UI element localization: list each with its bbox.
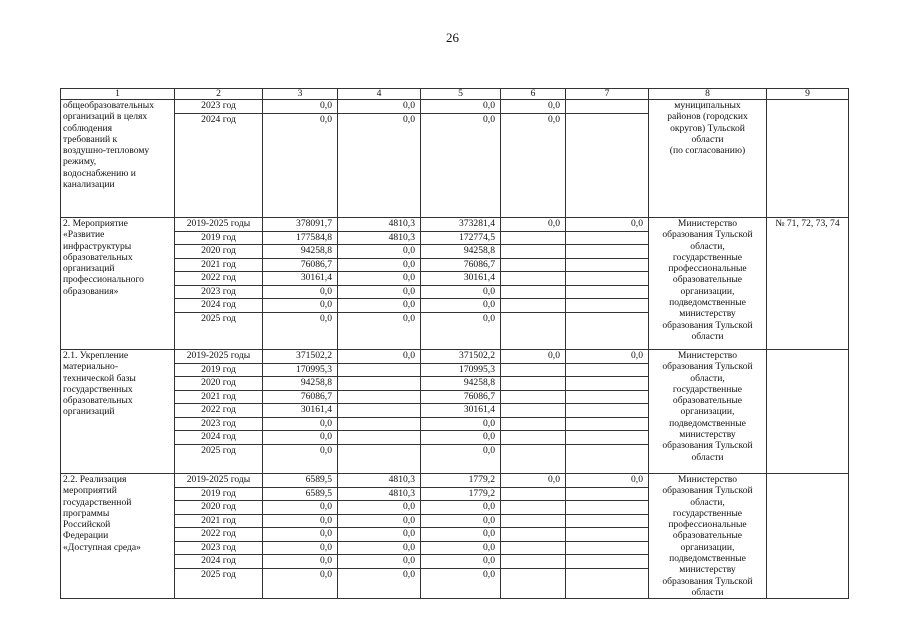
executor-line: образования Тульской <box>662 440 753 452</box>
period-list <box>175 350 263 474</box>
measure-name-line: инфраструктуры <box>63 240 132 252</box>
executor-line: образования Тульской <box>662 485 753 497</box>
local-list-inner <box>501 474 565 581</box>
executor-line: области <box>691 451 724 463</box>
executor-line: образовательные <box>672 274 743 286</box>
period-list-inner <box>175 100 262 126</box>
period-value: 2019 год <box>175 232 262 246</box>
amount-value <box>501 431 565 445</box>
amount-value: 0,0 <box>338 542 420 556</box>
amount-value: 0,0 <box>421 515 500 529</box>
total-list-inner <box>263 474 337 581</box>
federal-list-inner <box>338 218 420 325</box>
amount-value: 0,0 <box>421 501 500 515</box>
amount-value: 0,0 <box>566 350 648 364</box>
measure-name-line: «Развитие <box>63 229 105 241</box>
amount-value <box>501 528 565 542</box>
amount-value <box>566 299 648 313</box>
executor-line: Министерство <box>677 218 738 229</box>
amount-value: 0,0 <box>320 444 332 456</box>
measure-name-line: образовательных <box>63 251 133 263</box>
period-list <box>175 474 263 599</box>
amount-value <box>501 488 565 502</box>
executor-line: образования Тульской <box>662 229 753 241</box>
amount-value <box>566 286 648 300</box>
measure-name-line: технической базы <box>63 372 136 384</box>
amount-value: 94258,8 <box>263 245 337 259</box>
period-value: 2023 год <box>175 418 262 432</box>
measure-name-line: государственных <box>63 383 133 395</box>
amount-value: 0,0 <box>263 286 337 300</box>
measure-name-line: Федерации <box>63 530 109 542</box>
amount-value: 0,0 <box>421 528 500 542</box>
executor-line: подведомственные <box>669 297 746 309</box>
executor-line: образования Тульской <box>662 575 753 587</box>
executor-line: организации, <box>680 285 735 297</box>
amount-value: 373281,4 <box>421 218 500 232</box>
amount-value: 0,0 <box>320 568 332 580</box>
period-value: 2019-2025 годы <box>175 218 262 232</box>
measure-name-line: общеобразовательных <box>63 100 154 111</box>
federal-list <box>338 100 421 218</box>
executor-cell <box>649 218 767 350</box>
amount-value <box>566 445 648 458</box>
amount-value <box>566 259 648 273</box>
section-row <box>61 218 849 350</box>
amount-value: 0,0 <box>403 312 415 324</box>
column-header-5: 5 <box>421 89 501 100</box>
amount-value <box>501 515 565 529</box>
indicator-cell <box>767 474 849 599</box>
amount-value: 0,0 <box>566 218 648 232</box>
amount-value: 4810,3 <box>338 488 420 502</box>
amount-value <box>501 286 565 300</box>
regional-list-inner <box>421 100 500 126</box>
amount-value: 94258,8 <box>263 377 337 391</box>
column-header-8: 8 <box>649 89 767 100</box>
period-value: 2019-2025 годы <box>175 474 262 488</box>
amount-value <box>501 501 565 515</box>
column-header-7: 7 <box>566 89 649 100</box>
amount-value: 0,0 <box>263 418 337 432</box>
executor-line: Министерство <box>677 350 738 361</box>
executor-line: государственные <box>672 251 743 263</box>
amount-value: 0,0 <box>483 113 495 125</box>
amount-value: 0,0 <box>421 431 500 445</box>
amount-value <box>338 445 420 458</box>
local-list <box>501 350 566 474</box>
executor-line: министерству <box>679 429 736 441</box>
executor-cell <box>649 100 767 218</box>
program-table <box>60 88 849 599</box>
amount-value: 4810,3 <box>338 232 420 246</box>
executor-line: образовательные <box>672 530 743 542</box>
executor-line: муниципальных <box>674 100 741 111</box>
executor-line: образования Тульской <box>662 319 753 331</box>
amount-value <box>566 528 648 542</box>
amount-value: 0,0 <box>483 568 495 580</box>
executor-line: области, <box>690 372 725 384</box>
federal-list <box>338 474 421 599</box>
amount-value: 76086,7 <box>263 391 337 405</box>
column-header-4: 4 <box>338 89 421 100</box>
period-value: 2020 год <box>175 245 262 259</box>
amount-value: 0,0 <box>421 555 500 569</box>
header-row <box>61 89 849 100</box>
measure-name-line: 2.2. Реализация <box>63 474 127 485</box>
local-list <box>501 100 566 218</box>
amount-value: 170995,3 <box>263 364 337 378</box>
period-value: 2019-2025 годы <box>175 350 262 364</box>
column-header-6: 6 <box>501 89 566 100</box>
measure-name-cell <box>61 218 175 350</box>
executor-line: округов) Тульской <box>670 122 745 134</box>
extra-list <box>566 350 649 474</box>
period-value: 2019 год <box>175 364 262 378</box>
section-row <box>61 100 849 218</box>
amount-value: 371502,2 <box>263 350 337 364</box>
amount-value <box>566 391 648 405</box>
executor-line: организации, <box>680 406 735 418</box>
executor-line: министерству <box>679 564 736 576</box>
amount-value: 177584,8 <box>263 232 337 246</box>
column-header-2: 2 <box>175 89 263 100</box>
regional-list-inner <box>421 350 500 457</box>
measure-name-line: режиму, <box>63 156 97 168</box>
amount-value <box>566 431 648 445</box>
amount-value <box>338 418 420 432</box>
amount-value <box>501 391 565 405</box>
column-header-9: 9 <box>767 89 849 100</box>
period-value: 2019 год <box>175 488 262 502</box>
period-list-inner <box>175 218 262 325</box>
local-list-inner <box>501 100 565 126</box>
executor-line: государственные <box>672 507 743 519</box>
executor-line: области <box>691 330 724 342</box>
measure-name-line: требований к <box>63 133 118 145</box>
amount-value <box>338 364 420 378</box>
amount-value: 0,0 <box>263 299 337 313</box>
amount-value <box>501 555 565 569</box>
regional-list <box>421 218 501 350</box>
executor-line: образовательные <box>672 395 743 407</box>
measure-name-line: программы <box>63 507 110 519</box>
amount-value <box>501 569 565 582</box>
total-list <box>263 474 338 599</box>
period-value: 2020 год <box>175 377 262 391</box>
extra-list-inner <box>566 218 648 325</box>
period-list-inner <box>175 474 262 581</box>
federal-list-inner <box>338 100 420 126</box>
amount-value: 0,0 <box>338 528 420 542</box>
amount-value <box>501 245 565 259</box>
amount-value: 0,0 <box>263 501 337 515</box>
period-value: 2022 год <box>175 528 262 542</box>
total-list-inner <box>263 218 337 325</box>
amount-value <box>566 569 648 582</box>
measure-name-line: соблюдения <box>63 122 112 134</box>
amount-value <box>501 299 565 313</box>
amount-value <box>566 404 648 418</box>
period-value: 2021 год <box>175 259 262 273</box>
amount-value: 0,0 <box>263 100 337 114</box>
amount-value <box>501 232 565 246</box>
amount-value: 0,0 <box>403 568 415 580</box>
period-value: 2025 год <box>201 568 236 580</box>
amount-value: 0,0 <box>338 350 420 364</box>
executor-cell <box>649 350 767 474</box>
executor-line: организации, <box>680 541 735 553</box>
measure-name-line: канализации <box>63 179 115 191</box>
amount-value <box>566 515 648 529</box>
regional-list-inner <box>421 474 500 581</box>
executor-line: профессиональные <box>668 519 747 531</box>
amount-value <box>501 364 565 378</box>
executor-line: области <box>691 133 724 145</box>
measure-name-line: водоснабжению и <box>63 167 136 179</box>
measure-name-line: образовательных <box>63 395 133 407</box>
amount-value: 172774,5 <box>421 232 500 246</box>
amount-value: 0,0 <box>483 312 495 324</box>
period-list-inner <box>175 350 262 457</box>
amount-value <box>566 245 648 259</box>
amount-value <box>501 418 565 432</box>
indicator-cell: № 71, 72, 73, 74 <box>767 218 849 350</box>
executor-line: образования Тульской <box>662 361 753 373</box>
amount-value: 0,0 <box>421 299 500 313</box>
amount-value <box>566 418 648 432</box>
measure-name-cell <box>61 474 175 599</box>
amount-value: 0,0 <box>501 100 565 114</box>
local-list-inner <box>501 350 565 457</box>
amount-value <box>501 259 565 273</box>
column-header-3: 3 <box>263 89 338 100</box>
section-row <box>61 474 849 599</box>
amount-value: 0,0 <box>338 299 420 313</box>
amount-value <box>501 542 565 556</box>
executor-line: министерству <box>679 308 736 320</box>
amount-value: 0,0 <box>263 431 337 445</box>
amount-value: 0,0 <box>338 286 420 300</box>
period-list <box>175 100 263 218</box>
amount-value: 30161,4 <box>421 272 500 286</box>
total-list-inner <box>263 350 337 457</box>
amount-value: 0,0 <box>263 542 337 556</box>
amount-value: 0,0 <box>548 113 560 125</box>
measure-name-cell <box>61 350 175 474</box>
amount-value <box>566 542 648 556</box>
executor-line: государственные <box>672 383 743 395</box>
amount-value: 0,0 <box>501 218 565 232</box>
executor-line: районов (городских <box>667 111 748 123</box>
amount-value: 0,0 <box>421 286 500 300</box>
amount-value: 0,0 <box>263 555 337 569</box>
extra-list-inner <box>566 474 648 581</box>
amount-value: 6589,5 <box>263 488 337 502</box>
period-value: 2023 год <box>175 100 262 114</box>
section-row <box>61 350 849 474</box>
measure-name-line: 2. Мероприятие <box>63 218 128 229</box>
amount-value: 0,0 <box>338 245 420 259</box>
amount-value: 6589,5 <box>263 474 337 488</box>
measure-name-line: Российской <box>63 519 111 531</box>
amount-value <box>501 272 565 286</box>
federal-list-inner <box>338 474 420 581</box>
executor-line: Министерство <box>677 474 738 485</box>
extra-list <box>566 100 649 218</box>
amount-value: 170995,3 <box>421 364 500 378</box>
amount-value: 0,0 <box>421 100 500 114</box>
amount-value <box>338 431 420 445</box>
extra-list-inner <box>566 350 648 457</box>
regional-list-inner <box>421 218 500 325</box>
amount-value: 4810,3 <box>338 474 420 488</box>
amount-value: 94258,8 <box>421 245 500 259</box>
measure-name-line: «Доступная среда» <box>63 541 141 553</box>
measure-name-line: мероприятий <box>63 485 117 497</box>
amount-value <box>566 501 648 515</box>
amount-value: 0,0 <box>501 350 565 364</box>
column-header-1: 1 <box>61 89 175 100</box>
period-value: 2023 год <box>175 542 262 556</box>
amount-value: 0,0 <box>403 113 415 125</box>
amount-value <box>338 391 420 405</box>
amount-value: 0,0 <box>501 474 565 488</box>
extra-list-inner <box>566 100 648 126</box>
local-list-inner <box>501 218 565 325</box>
federal-list <box>338 218 421 350</box>
period-value: 2022 год <box>175 404 262 418</box>
measure-name-line: материально- <box>63 361 119 373</box>
executor-line: области, <box>690 496 725 508</box>
amount-value: 1779,2 <box>421 488 500 502</box>
federal-list <box>338 350 421 474</box>
amount-value <box>501 313 565 326</box>
amount-value: 0,0 <box>338 259 420 273</box>
amount-value: 378091,7 <box>263 218 337 232</box>
period-value: 2020 год <box>175 501 262 515</box>
local-list <box>501 218 566 350</box>
amount-value: 0,0 <box>263 515 337 529</box>
executor-cell <box>649 474 767 599</box>
amount-value: 76086,7 <box>263 259 337 273</box>
indicator-cell <box>767 350 849 474</box>
measure-name-line: организаций в целях <box>63 111 148 123</box>
measure-name-line: государственной <box>63 496 132 508</box>
amount-value: 0,0 <box>338 272 420 286</box>
amount-value: 0,0 <box>483 444 495 456</box>
amount-value: 0,0 <box>338 555 420 569</box>
measure-name-line: профессионального <box>63 274 144 286</box>
amount-value: 94258,8 <box>421 377 500 391</box>
amount-value <box>566 272 648 286</box>
period-value: 2022 год <box>175 272 262 286</box>
amount-value: 1779,2 <box>421 474 500 488</box>
period-value: 2024 год <box>201 113 236 125</box>
amount-value <box>566 555 648 569</box>
total-list <box>263 350 338 474</box>
amount-value <box>338 377 420 391</box>
regional-list <box>421 474 501 599</box>
amount-value <box>566 377 648 391</box>
amount-value <box>566 114 648 127</box>
amount-value <box>566 100 648 114</box>
amount-value <box>566 313 648 326</box>
amount-value: 0,0 <box>338 501 420 515</box>
period-value: 2025 год <box>201 444 236 456</box>
amount-value <box>501 445 565 458</box>
period-value: 2024 год <box>175 555 262 569</box>
executor-line: области <box>691 586 724 598</box>
amount-value: 0,0 <box>320 113 332 125</box>
amount-value <box>566 364 648 378</box>
executor-line: области, <box>690 240 725 252</box>
amount-value: 30161,4 <box>263 404 337 418</box>
amount-value: 30161,4 <box>263 272 337 286</box>
total-list <box>263 218 338 350</box>
amount-value: 4810,3 <box>338 218 420 232</box>
amount-value <box>566 232 648 246</box>
period-value: 2021 год <box>175 515 262 529</box>
federal-list-inner <box>338 350 420 457</box>
executor-line: подведомственные <box>669 553 746 565</box>
amount-value: 0,0 <box>421 542 500 556</box>
period-value: 2024 год <box>175 299 262 313</box>
measure-name-line: организаций <box>63 406 115 418</box>
total-list <box>263 100 338 218</box>
amount-value: 0,0 <box>263 528 337 542</box>
regional-list <box>421 100 501 218</box>
amount-value: 30161,4 <box>421 404 500 418</box>
amount-value: 76086,7 <box>421 391 500 405</box>
executor-line: профессиональные <box>668 263 747 275</box>
amount-value <box>566 488 648 502</box>
period-value: 2024 год <box>175 431 262 445</box>
page-number: 26 <box>446 30 459 45</box>
amount-value: 76086,7 <box>421 259 500 273</box>
amount-value: 0,0 <box>338 515 420 529</box>
total-list-inner <box>263 100 337 126</box>
extra-list <box>566 218 649 350</box>
measure-name-line: образования» <box>63 285 119 297</box>
amount-value <box>338 404 420 418</box>
measure-name-line: воздушно-тепловому <box>63 145 150 157</box>
measure-name-line: 2.1. Укрепление <box>63 350 129 361</box>
measure-name-line: организаций <box>63 263 115 275</box>
period-list <box>175 218 263 350</box>
period-value: 2025 год <box>201 312 236 324</box>
amount-value: 0,0 <box>338 100 420 114</box>
amount-value <box>501 377 565 391</box>
amount-value: 0,0 <box>320 312 332 324</box>
amount-value <box>501 404 565 418</box>
amount-value: 0,0 <box>421 418 500 432</box>
period-value: 2021 год <box>175 391 262 405</box>
amount-value: 371502,2 <box>421 350 500 364</box>
extra-list <box>566 474 649 599</box>
executor-line: (по согласованию) <box>669 145 746 157</box>
local-list <box>501 474 566 599</box>
executor-line: подведомственные <box>669 417 746 429</box>
period-value: 2023 год <box>175 286 262 300</box>
amount-value: 0,0 <box>566 474 648 488</box>
regional-list <box>421 350 501 474</box>
measure-name-cell <box>61 100 175 218</box>
indicator-cell <box>767 100 849 218</box>
